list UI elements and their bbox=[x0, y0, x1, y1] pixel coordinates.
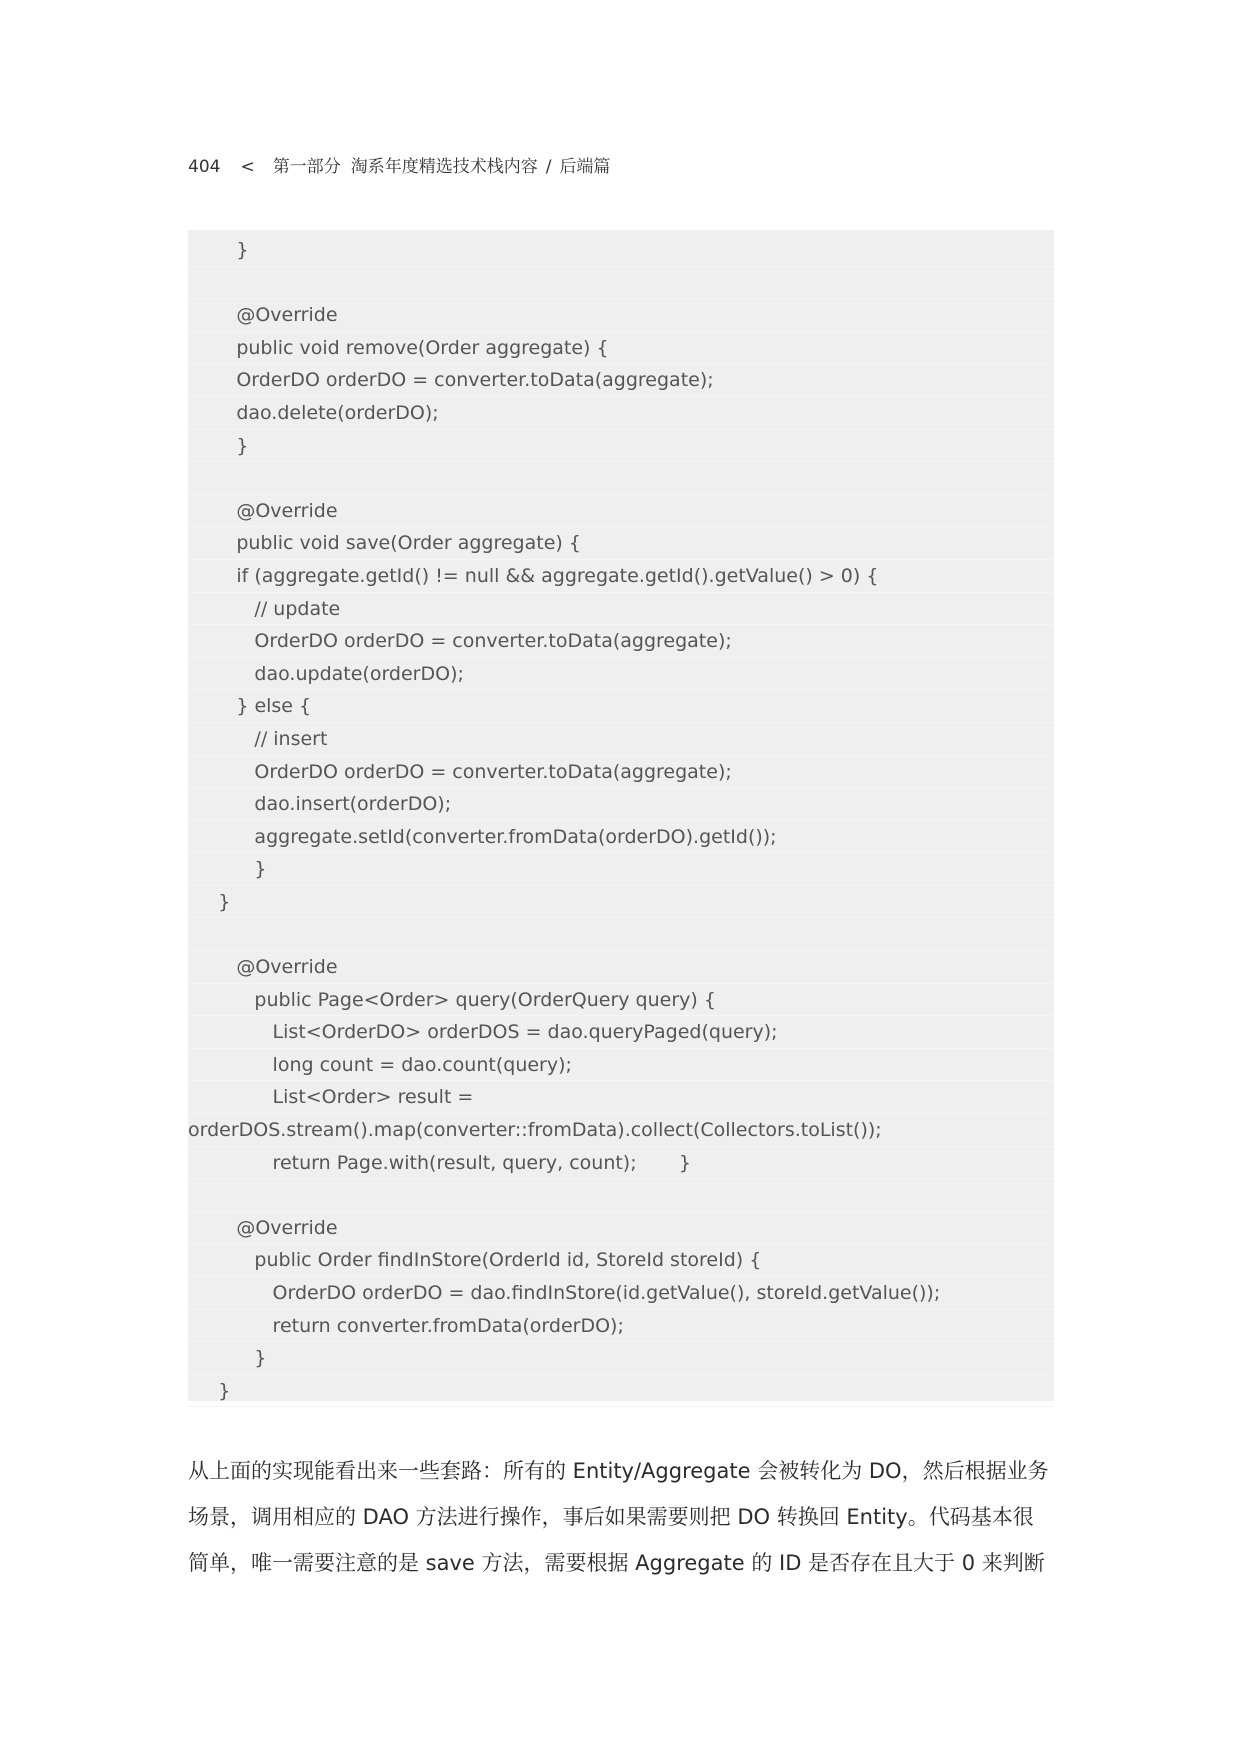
code-line: @Override bbox=[188, 1212, 1054, 1245]
code-line: } bbox=[188, 234, 1054, 267]
code-line: dao.insert(orderDO); bbox=[188, 788, 1054, 821]
code-line: @Override bbox=[188, 951, 1054, 984]
code-line: OrderDO orderDO = converter.toData(aggregate); bbox=[188, 625, 1054, 658]
header-book-title: 淘系年度精选技术栈内容 bbox=[350, 157, 538, 177]
code-line: return Page.with(result, query, count); } bbox=[188, 1147, 1054, 1180]
code-line: aggregate.setId(converter.fromData(orderDO).getId()); bbox=[188, 821, 1054, 854]
code-line: public Order findInStore(OrderId id, StoreId storeId) { bbox=[188, 1244, 1054, 1277]
body-paragraph: 从上面的实现能看出来一些套路：所有的 Entity/Aggregate 会被转化为 DO，然后根据业务场景，调用相应的 DAO 方法进行操作，事后如果需要则把 DO 转换回 Entity。代码基本很简单，唯一需要注意的是 save 方法，需要根据 Aggregate 的 ID 是否存在且大于 0 来判断 bbox=[188, 1459, 1049, 1575]
code-line: dao.delete(orderDO); bbox=[188, 397, 1054, 430]
code-line: } else { bbox=[188, 690, 1054, 723]
header-separator: < bbox=[240, 157, 255, 177]
code-block bbox=[188, 230, 1054, 1401]
code-line: List<OrderDO> orderDOS = dao.queryPaged(query); bbox=[188, 1016, 1054, 1049]
header-part: 第一部分 bbox=[272, 157, 341, 177]
code-line: @Override bbox=[188, 299, 1054, 332]
code-line: } bbox=[188, 853, 1054, 886]
running-header bbox=[188, 152, 610, 177]
code-line bbox=[188, 1179, 1054, 1212]
code-line: return converter.fromData(orderDO); bbox=[188, 1310, 1054, 1343]
code-line: } bbox=[188, 430, 1054, 463]
code-line: dao.update(orderDO); bbox=[188, 658, 1054, 691]
code-line: public Page<Order> query(OrderQuery query) { bbox=[188, 984, 1054, 1017]
code-line: if (aggregate.getId() != null && aggregate.getId().getValue() > 0) { bbox=[188, 560, 1054, 593]
code-line: @Override bbox=[188, 495, 1054, 528]
code-line: public void remove(Order aggregate) { bbox=[188, 332, 1054, 365]
code-line bbox=[188, 267, 1054, 300]
code-line: orderDOS.stream().map(converter::fromData).collect(Collectors.toList()); bbox=[188, 1114, 1054, 1147]
code-line: } bbox=[188, 1342, 1054, 1375]
code-line: } bbox=[188, 1375, 1054, 1408]
code-line bbox=[188, 462, 1054, 495]
code-line: public void save(Order aggregate) { bbox=[188, 527, 1054, 560]
code-line: OrderDO orderDO = converter.toData(aggregate); bbox=[188, 756, 1054, 789]
code-line: // insert bbox=[188, 723, 1054, 756]
page-number: 404 bbox=[188, 157, 221, 177]
code-line: // update bbox=[188, 593, 1054, 626]
code-line: } bbox=[188, 886, 1054, 919]
header-slash: / bbox=[545, 157, 552, 177]
code-line: OrderDO orderDO = converter.toData(aggregate); bbox=[188, 364, 1054, 397]
code-line: long count = dao.count(query); bbox=[188, 1049, 1054, 1082]
header-section: 后端篇 bbox=[559, 157, 611, 177]
code-line: List<Order> result = bbox=[188, 1081, 1054, 1114]
code-line: OrderDO orderDO = dao.findInStore(id.getValue(), storeId.getValue()); bbox=[188, 1277, 1054, 1310]
code-line bbox=[188, 918, 1054, 951]
